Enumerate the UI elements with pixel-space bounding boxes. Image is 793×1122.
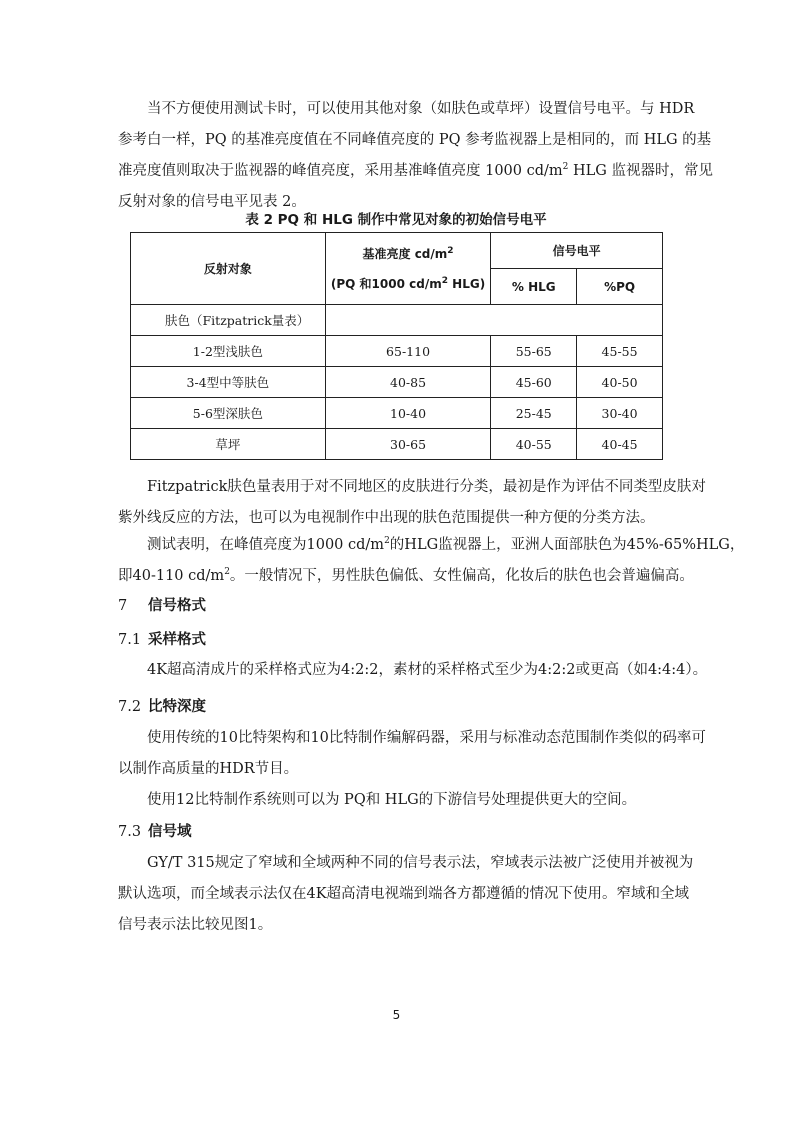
header-hlg: % HLG	[491, 269, 577, 305]
row-pq: 40-50	[577, 367, 663, 398]
fitzpatrick-paragraph	[118, 472, 706, 534]
row-object: 1-2型浅肤色	[131, 336, 326, 367]
test-line-2: 即40-110 $cd/m^2$。一般情况下，男性肤色偏低、女性偏高，化妆后的肤色也会普遍偏高。	[118, 567, 694, 584]
group-label: 肤色（Fitzpatrick量表）	[131, 305, 326, 336]
row-object: 草坪	[131, 429, 326, 460]
section-7-3-heading: 7.3 信号域	[118, 824, 192, 840]
section-7-1-text: 4K超高清成片的采样格式应为4:2:2，素材的采样格式至少为4:2:2或更高（如4:4:4）。	[147, 662, 708, 678]
header-object: 反射对象	[131, 233, 326, 305]
header-signal-level: 信号电平	[491, 233, 663, 269]
table-caption: 表 2 PQ 和 HLG 制作中常见对象的初始信号电平	[245, 212, 547, 228]
header-luminance-line1: 基准亮度 $cd/m^2$	[362, 245, 454, 261]
intro-line-3	[118, 156, 713, 187]
row-object: 5-6型深肤色	[131, 398, 326, 429]
row-luminance: 65-110	[325, 336, 491, 367]
row-luminance: 40-85	[325, 367, 491, 398]
fitzpatrick-line-1: Fitzpatrick肤色量表用于对不同地区的皮肤进行分类，最初是作为评估不同类型皮肤对	[147, 479, 706, 495]
intro-line-3a: 准亮度值则取决于监视器的峰值亮度，采用基准峰值亮度 1000 cd/m	[118, 163, 563, 179]
row-object: 3-4型中等肤色	[131, 367, 326, 398]
section-7-1-heading: 7.1 采样格式	[118, 632, 206, 648]
row-pq: 45-55	[577, 336, 663, 367]
row-pq: 30-40	[577, 398, 663, 429]
signal-level-table	[130, 232, 663, 460]
section-7-3-text: GY/T 315规定了窄域和全域两种不同的信号表示法，窄域表示法被广泛使用并被视为 默认选项，而全域表示法仅在4K超高清电视端到端各方都遵循的情况下使用。窄域和全域 信号表示法比较见图1。	[118, 855, 694, 933]
header-pq: %PQ	[577, 269, 663, 305]
row-luminance: 10-40	[325, 398, 491, 429]
intro-line-3b: HLG 监视器时，常见	[568, 163, 713, 179]
row-pq: 40-45	[577, 429, 663, 460]
row-luminance: 30-65	[325, 429, 491, 460]
section-7-heading: 7 信号格式	[118, 598, 206, 614]
test-paragraph	[118, 530, 745, 592]
header-luminance	[325, 233, 491, 305]
intro-line-2: 参考白一样，PQ 的基准亮度值在不同峰值亮度的 PQ 参考监视器上是相同的，而 HLG 的基	[118, 132, 712, 148]
table-group-row	[131, 305, 663, 336]
intro-line-4: 反射对象的信号电平见表 2。	[118, 194, 306, 210]
superscript: 2	[562, 162, 569, 173]
page-number: 5	[392, 1008, 401, 1022]
intro-line-1: 当不方便使用测试卡时，可以使用其他对象（如肤色或草坪）设置信号电平。与 HDR	[147, 101, 695, 117]
table-row	[131, 336, 663, 367]
row-hlg: 45-60	[491, 367, 577, 398]
section-7-2-text: 使用传统的10比特架构和10比特制作编解码器，采用与标准动态范围制作类似的码率可 以制作高质量的HDR节目。 使用12比特制作系统则可以为 PQ和 HLG的下游信号处理提供更大的空间。	[118, 730, 706, 808]
row-hlg: 40-55	[491, 429, 577, 460]
section-7-2-heading: 7.2 比特深度	[118, 699, 206, 715]
header-luminance-line2: (PQ 和1000 $cd/m^2$ HLG)	[330, 275, 486, 291]
row-hlg: 25-45	[491, 398, 577, 429]
intro-paragraph	[118, 94, 713, 218]
row-hlg: 55-65	[491, 336, 577, 367]
table-row	[131, 367, 663, 398]
table-row	[131, 398, 663, 429]
test-line-1: 测试表明，在峰值亮度为1000 $cd/m^2$的HLG监视器上，亚洲人面部肤色为45%-65%HLG，	[147, 536, 745, 553]
table-row	[131, 429, 663, 460]
fitzpatrick-line-2: 紫外线反应的方法，也可以为电视制作中出现的肤色范围提供一种方便的分类方法。	[118, 510, 655, 526]
